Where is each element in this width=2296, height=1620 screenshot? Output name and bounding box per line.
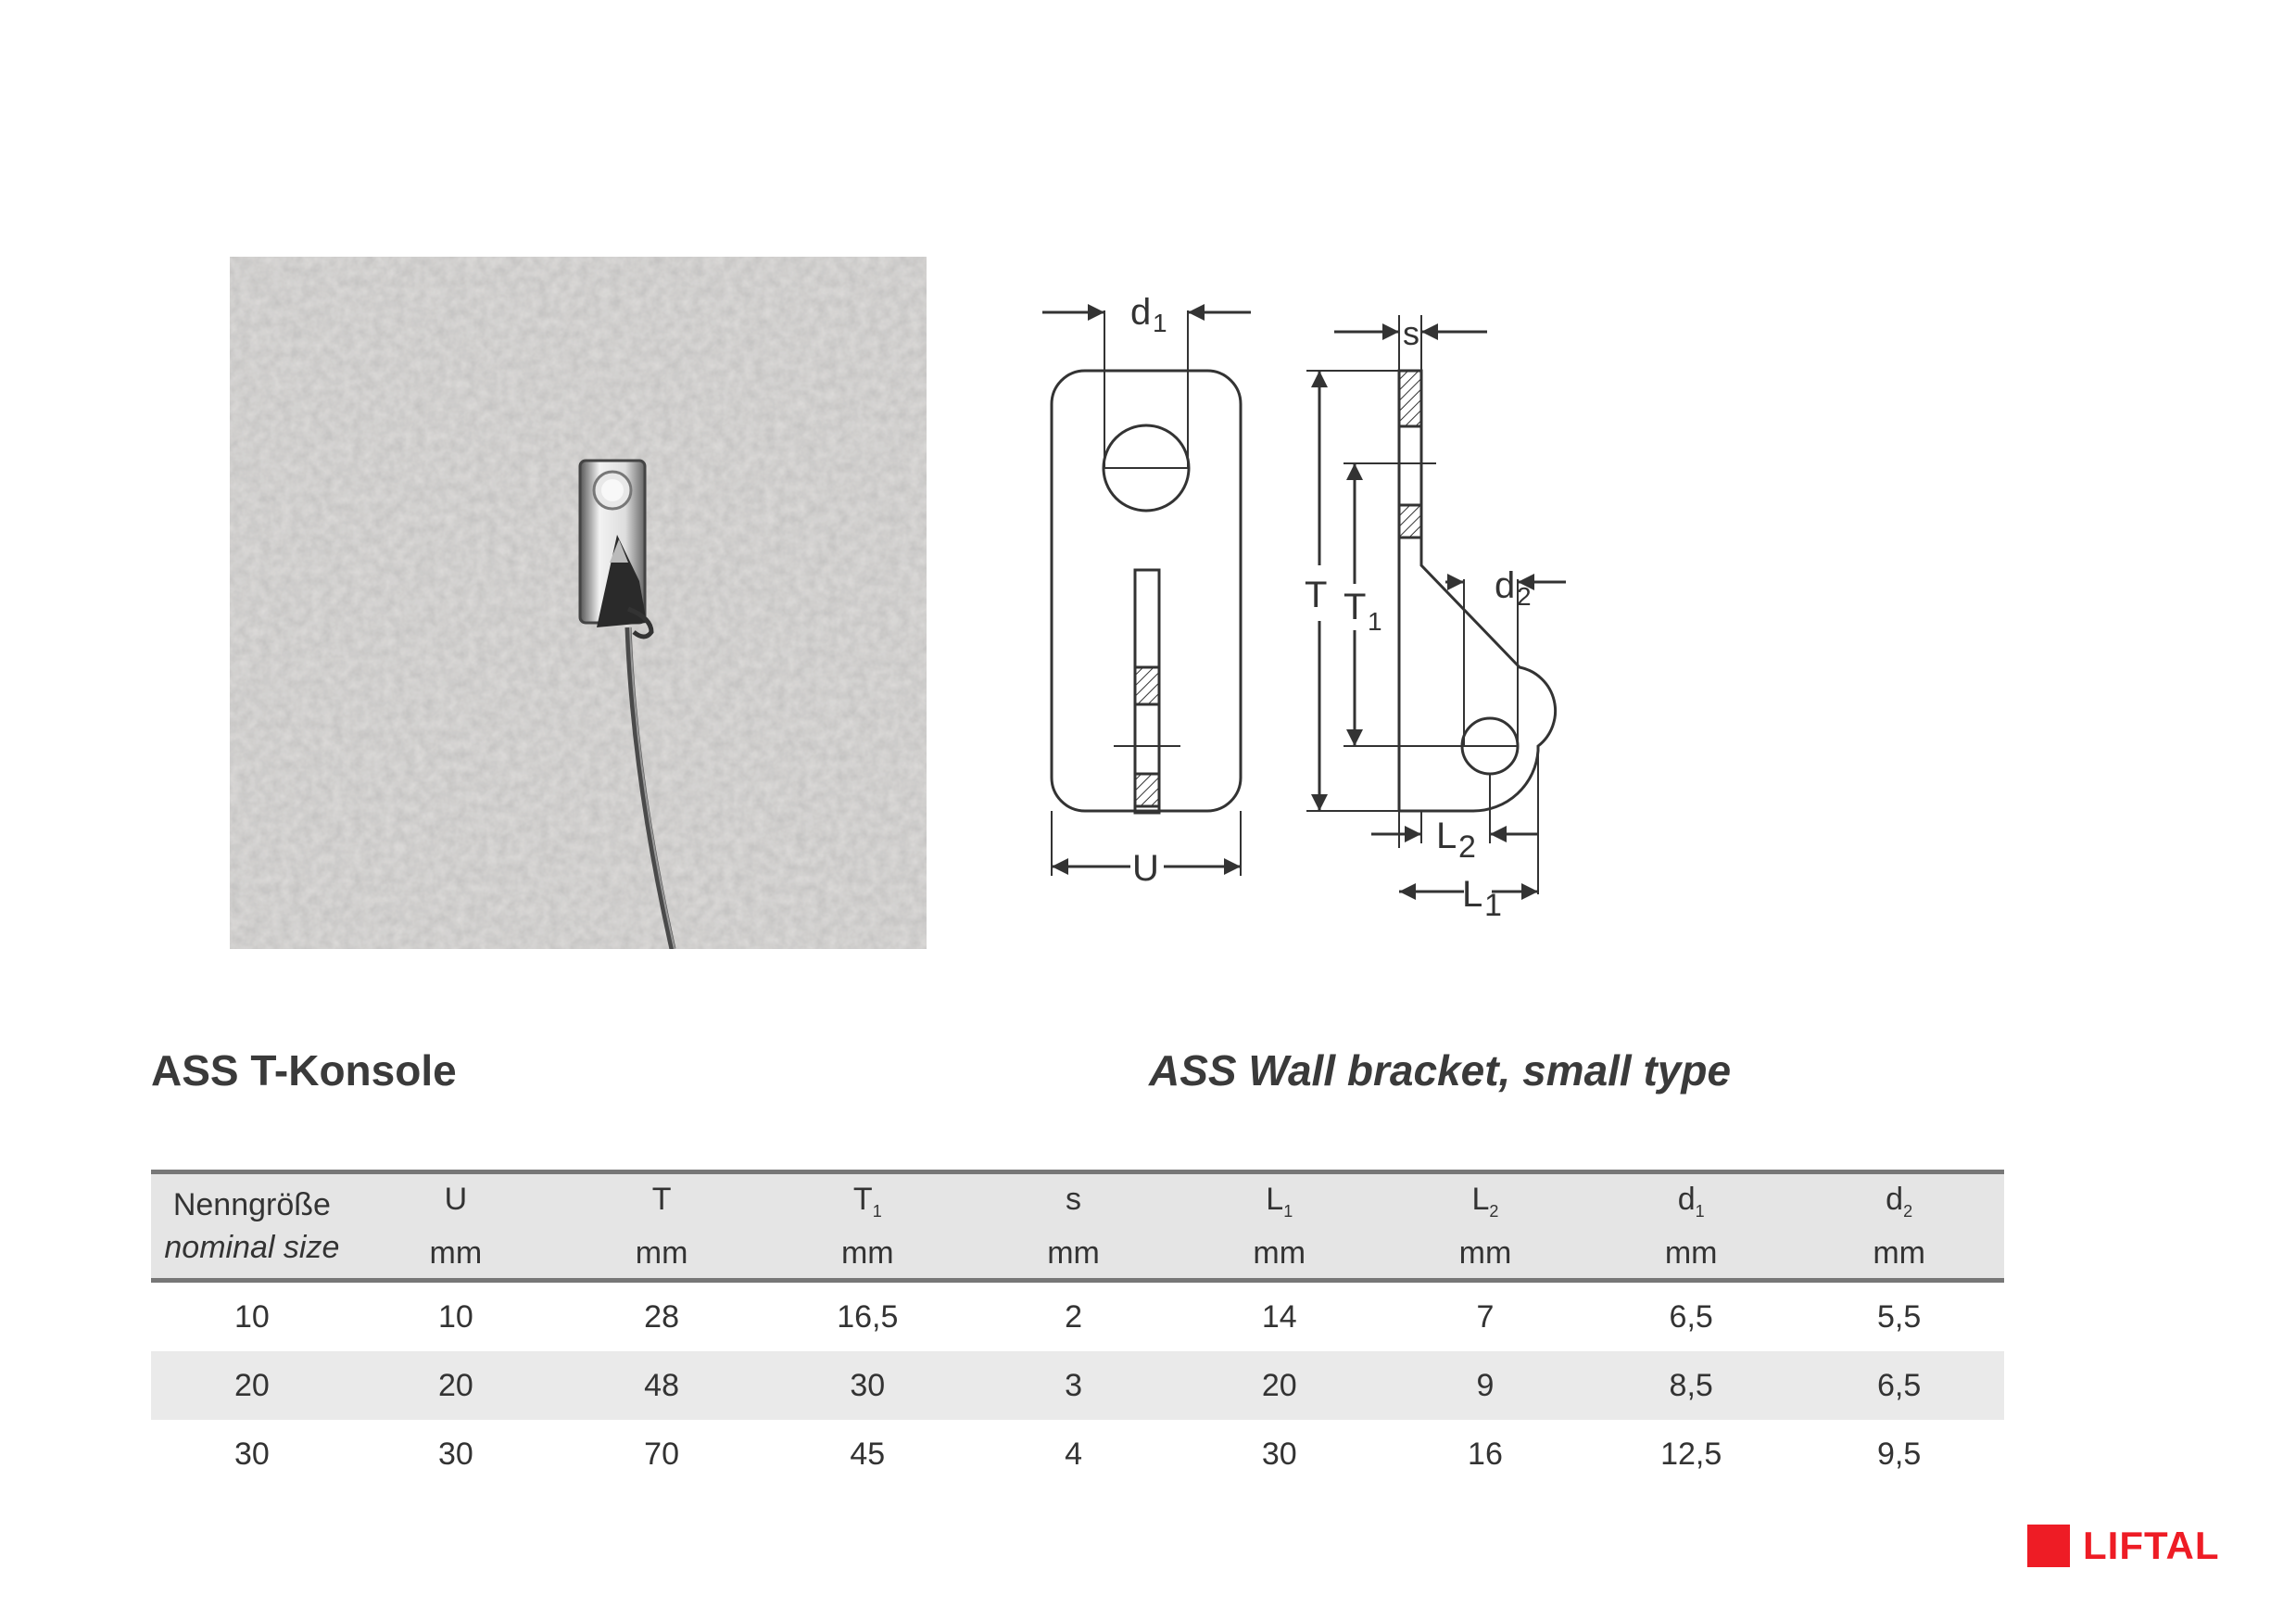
svg-text:L: L — [1436, 816, 1457, 856]
table-cell: 4 — [1065, 1436, 1082, 1472]
header-L2: $L_2$ mm — [1382, 1172, 1588, 1281]
table-row — [151, 1351, 2004, 1420]
svg-text:d: d — [1495, 565, 1516, 606]
header-nominal-size: Nenngröße nominal size — [151, 1172, 353, 1281]
table-cell: 70 — [644, 1436, 679, 1472]
table-cell: 5,5 — [1877, 1298, 1922, 1335]
table-cell: 20 — [437, 1367, 473, 1403]
table-cell: 16,5 — [837, 1298, 899, 1335]
table-cell: 14 — [1261, 1298, 1297, 1335]
logo-text: LIFTAL — [2083, 1524, 2220, 1567]
header-U: U mm — [353, 1172, 559, 1281]
svg-text:d: d — [1130, 292, 1152, 333]
svg-text:1: 1 — [1368, 607, 1382, 636]
table-cell: 12,5 — [1660, 1436, 1722, 1472]
label-d2 — [1495, 565, 1532, 611]
table-cell: 9,5 — [1877, 1436, 1922, 1472]
table-cell: 30 — [437, 1436, 473, 1472]
technical-drawing — [1028, 278, 1631, 936]
dimensions-table — [151, 1170, 2004, 1488]
table-cell: 48 — [644, 1367, 679, 1403]
liftal-logo — [2027, 1525, 2220, 1567]
table-cell: 30 — [850, 1367, 886, 1403]
label-U: U — [1132, 848, 1159, 889]
table-cell: 30 — [1261, 1436, 1297, 1472]
svg-text:T: T — [1344, 587, 1367, 627]
product-photo — [230, 257, 927, 949]
label-T: T — [1305, 575, 1328, 615]
title-english: ASS Wall bracket, small type — [1149, 1046, 1732, 1095]
svg-text:1: 1 — [1484, 888, 1502, 923]
header-T: T mm — [559, 1172, 764, 1281]
label-T1 — [1344, 587, 1382, 636]
header-d2: $d_2$ mm — [1794, 1172, 2004, 1281]
table-cell: 8,5 — [1669, 1367, 1713, 1403]
table-cell: 20 — [1261, 1367, 1297, 1403]
table-cell: 28 — [644, 1298, 679, 1335]
title-german: ASS T-Konsole — [151, 1046, 457, 1095]
header-s: s mm — [970, 1172, 1176, 1281]
table-cell: 3 — [1065, 1367, 1082, 1403]
table-cell: 6,5 — [1669, 1298, 1713, 1335]
table-cell: 9 — [1476, 1367, 1495, 1403]
header-L1: $L_1$ mm — [1177, 1172, 1382, 1281]
table-header-row — [151, 1172, 2004, 1281]
table-cell: 16 — [1468, 1436, 1503, 1472]
label-s: s — [1403, 314, 1419, 352]
table-cell: 20 — [233, 1367, 270, 1403]
table-cell: 45 — [850, 1436, 886, 1472]
table-cell: 10 — [437, 1298, 473, 1335]
table-cell: 2 — [1065, 1298, 1082, 1335]
svg-text:2: 2 — [1458, 829, 1476, 865]
svg-text:2: 2 — [1517, 582, 1532, 611]
svg-text:1: 1 — [1153, 309, 1167, 337]
label-d1 — [1130, 292, 1167, 337]
table-cell: 6,5 — [1877, 1367, 1922, 1403]
table-row — [151, 1281, 2004, 1352]
table-cell: 30 — [233, 1436, 270, 1472]
logo-square-icon — [2027, 1525, 2070, 1567]
header-d1: $d_1$ mm — [1588, 1172, 1794, 1281]
table-cell: 10 — [233, 1298, 270, 1335]
svg-text:L: L — [1462, 874, 1483, 915]
table-row — [151, 1420, 2004, 1488]
label-L1 — [1462, 874, 1502, 923]
header-T1: $T_1$ mm — [764, 1172, 970, 1281]
label-L2 — [1436, 816, 1476, 865]
table-cell: 7 — [1476, 1298, 1495, 1335]
